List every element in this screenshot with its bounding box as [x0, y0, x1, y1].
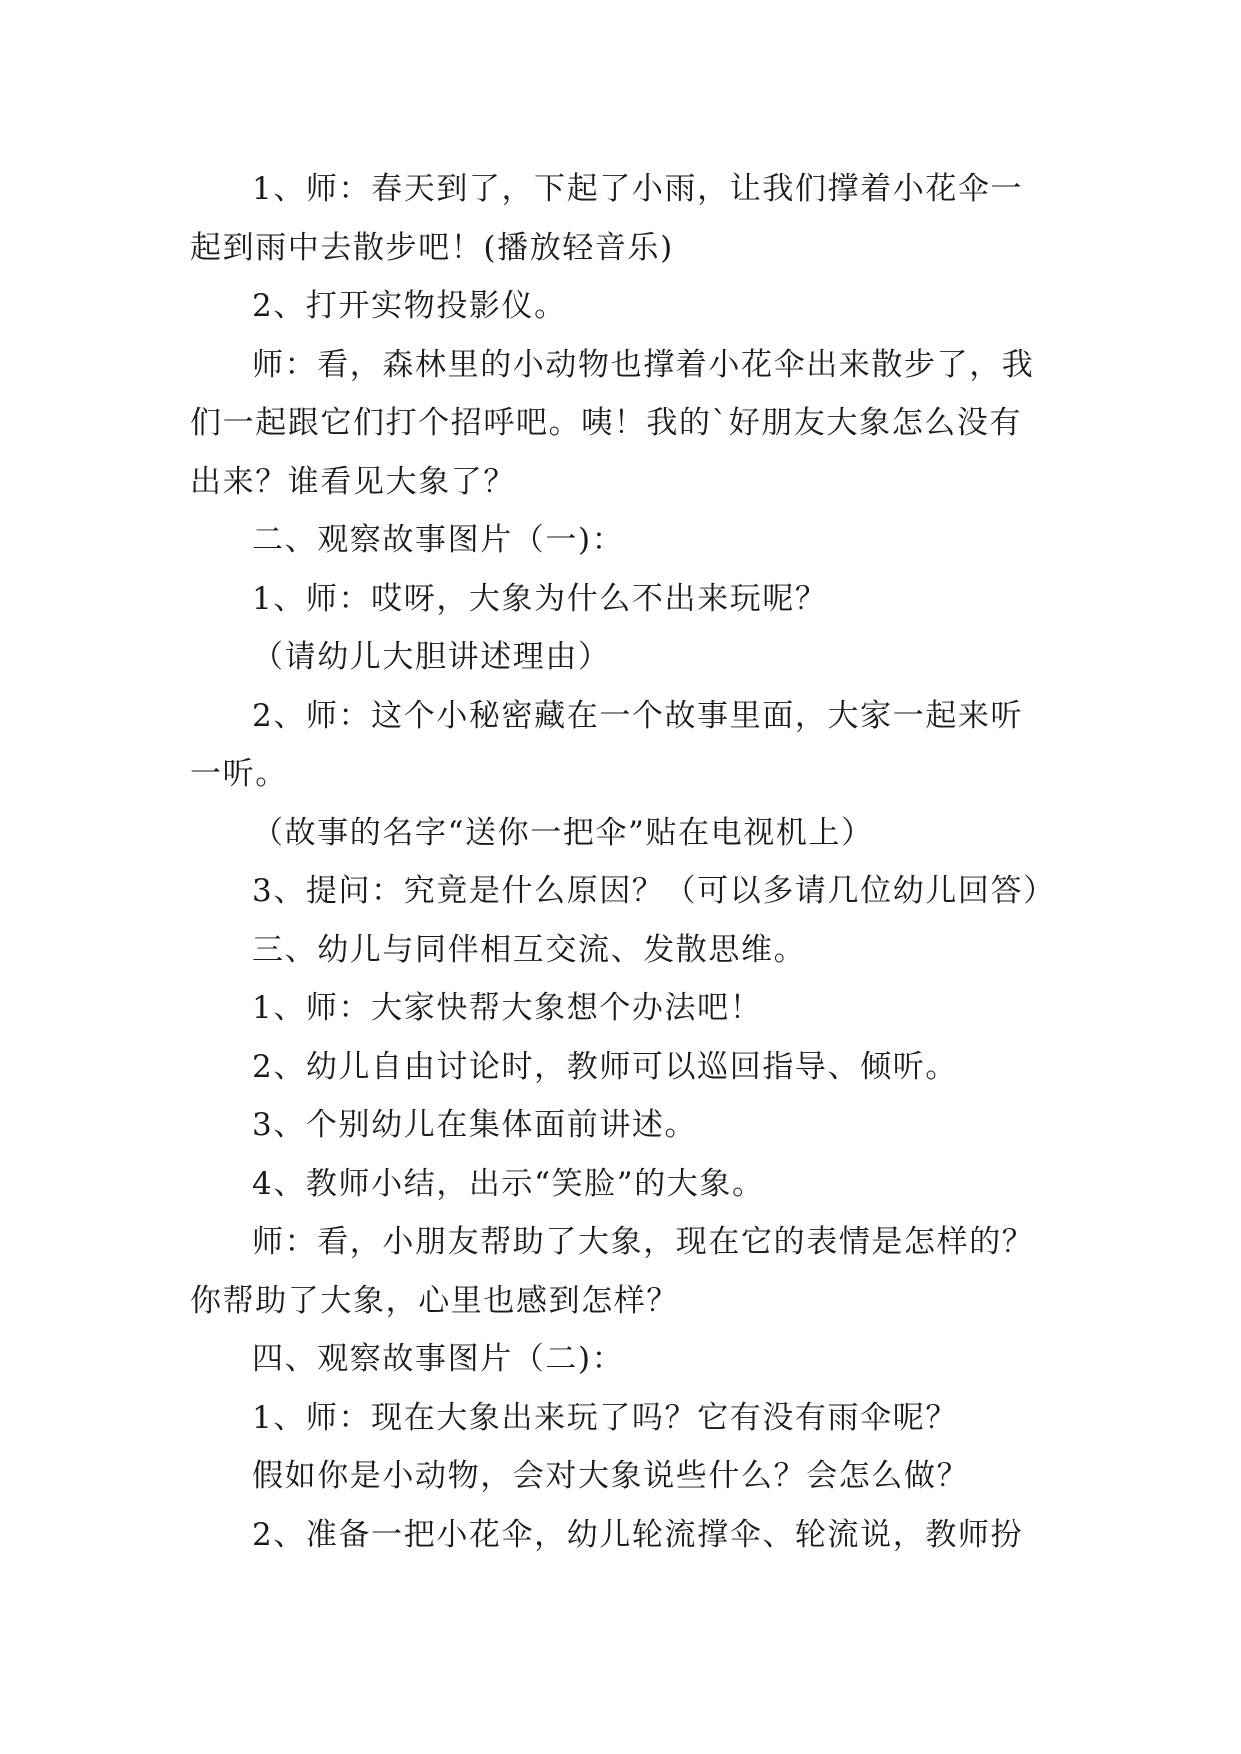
document-body — [190, 160, 1056, 1564]
paragraph: 1、师：现在大象出来玩了吗？它有没有雨伞呢？ — [252, 1399, 958, 1436]
section-heading: 二、观察故事图片（一)： — [252, 522, 625, 558]
paragraph: 2、幼儿自由讨论时，教师可以巡回指导、倾听。 — [252, 1048, 958, 1085]
paragraph: 1、师：哎呀，大象为什么不出来玩呢？ — [252, 580, 828, 617]
paragraph: 1、师：大家快帮大象想个办法吧！ — [252, 990, 763, 1026]
paragraph: （请幼儿大胆讲述理由） — [252, 639, 611, 675]
paragraph: 师：看，小朋友帮助了大象，现在它的表情是怎样的？你帮助了大象，心里也感到怎样？ — [190, 1224, 1035, 1319]
paragraph: 3、提问：究竟是什么原因？（可以多请几位幼儿回答） — [252, 873, 1056, 909]
paragraph: 师：看，森林里的小动物也撑着小花伞出来散步了，我们一起跟它们打个招呼吧。咦！我的`好朋友大象怎么没有出来？谁看见大象了？ — [190, 346, 1035, 500]
paragraph: （故事的名字“送你一把伞”贴在电视机上） — [252, 814, 874, 851]
paragraph: 假如你是小动物，会对大象说些什么？会怎么做？ — [252, 1458, 970, 1494]
paragraph: 3、个别幼儿在集体面前讲述。 — [252, 1107, 698, 1143]
section-heading: 三、幼儿与同伴相互交流、发散思维。 — [252, 931, 807, 968]
paragraph: 4、教师小结，出示“笑脸”的大象。 — [252, 1165, 765, 1202]
paragraph: 2、师：这个小秘密藏在一个故事里面，大家一起来听一听。 — [190, 697, 1024, 792]
paragraph: 2、打开实物投影仪。 — [252, 288, 567, 324]
paragraph: 1、师：春天到了，下起了小雨，让我们撑着小花伞一起到雨中去散步吧！(播放轻音乐) — [190, 171, 1024, 266]
paragraph: 2、准备一把小花伞，幼儿轮流撑伞、轮流说，教师扮 — [252, 1516, 1024, 1553]
section-heading: 四、观察故事图片（二)： — [252, 1341, 625, 1377]
